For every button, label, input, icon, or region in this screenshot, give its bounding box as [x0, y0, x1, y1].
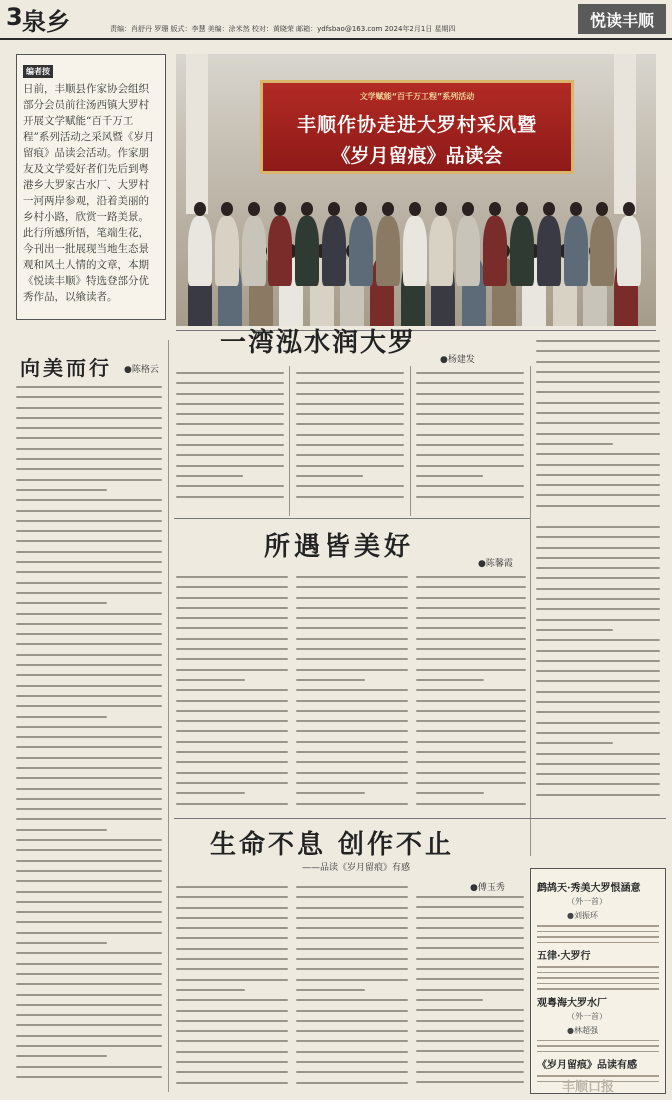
text-col-a3-3 [416, 576, 526, 814]
crowd [176, 184, 656, 326]
poems-box [530, 868, 666, 1094]
poem-3-title: 观粤海大罗水厂 [537, 997, 607, 1009]
editor-meta-line: 责编：肖舒丹 罗珊 版式：李慧 美编：涂米然 校对：黄晓荣 邮箱：ydfsbao@163.com 2024年2月1日 星期四 [110, 25, 456, 33]
text-col-left [16, 386, 162, 1092]
editor-note-text: 日前，丰顺县作家协会组织部分会员前往汤西镇大罗村开展文学赋能“百千万工程”系列活动之采风暨《岁月留痕》品读会活动。作家朋友及文学爱好者们先后到粤港乡大罗家古水厂、大罗村一河两岸参观，沿着美丽的乡村小路，欣赏一路美景。此行所感所悟，笔端生花，今刊出一批展现当地生态景观和风土人情的文章，本期《悦读丰顺》特选登部分优秀作品，以飨读者。 [23, 83, 155, 303]
article-2-author: ●陈格云 [124, 365, 159, 375]
article-4-author: ●傅玉秀 [470, 883, 505, 893]
text-col-a1-2 [296, 372, 404, 516]
poem-1-sub: （外一首） [567, 897, 607, 906]
poem-3-author: ●林超强 [567, 1025, 598, 1035]
article-1-author: ●杨建发 [440, 355, 475, 365]
page-number: 3 [6, 3, 23, 31]
text-col-a4-2 [296, 886, 408, 1092]
text-col-a1-1 [176, 372, 284, 516]
banner-line-2: 丰顺作协走进大罗村采风暨 [296, 114, 537, 136]
editor-note-tag: 编者按 [23, 65, 53, 78]
event-banner [260, 80, 574, 174]
article-3-title: 所遇皆美好 [264, 532, 415, 562]
poem-3-sub: （外一首） [567, 1011, 607, 1021]
poem-1-author: ●刘振环 [567, 911, 598, 920]
watermark: 丰顺口报 [562, 1080, 615, 1095]
text-col-a4-3 [416, 896, 524, 1092]
article-3-author: ●陈馨霞 [478, 559, 513, 569]
article-1-title: 一湾泓水润大罗 [220, 328, 417, 358]
poem-4-title: 《岁月留痕》品读有感 [537, 1060, 637, 1071]
article-2-title: 向美而行 [20, 356, 112, 380]
section-badge: 悦读丰顺 [578, 4, 666, 34]
group-photo [176, 54, 656, 326]
text-col-a3-4 [536, 526, 660, 814]
poem-1-title: 鹧鸪天·秀美大罗恨涵意 [537, 883, 641, 894]
article-4-subtitle: ——品读《岁月留痕》有感 [302, 863, 411, 873]
editor-note-box [16, 54, 166, 320]
text-col-right-top [536, 340, 660, 516]
poem-2-title: 五律·大罗行 [537, 951, 591, 962]
banner-line-3: 《岁月留痕》品读会 [331, 145, 503, 167]
text-col-a4-1 [176, 886, 288, 1092]
banner-line-1: 文学赋能“百千万工程”系列活动 [359, 92, 475, 101]
page-name: 泉乡 [22, 8, 70, 36]
article-4-title: 生命不息 创作不止 [210, 830, 455, 860]
masthead [0, 0, 672, 40]
text-col-a3-1 [176, 576, 288, 814]
text-col-a3-2 [296, 576, 408, 814]
text-col-a1-3 [416, 372, 524, 516]
